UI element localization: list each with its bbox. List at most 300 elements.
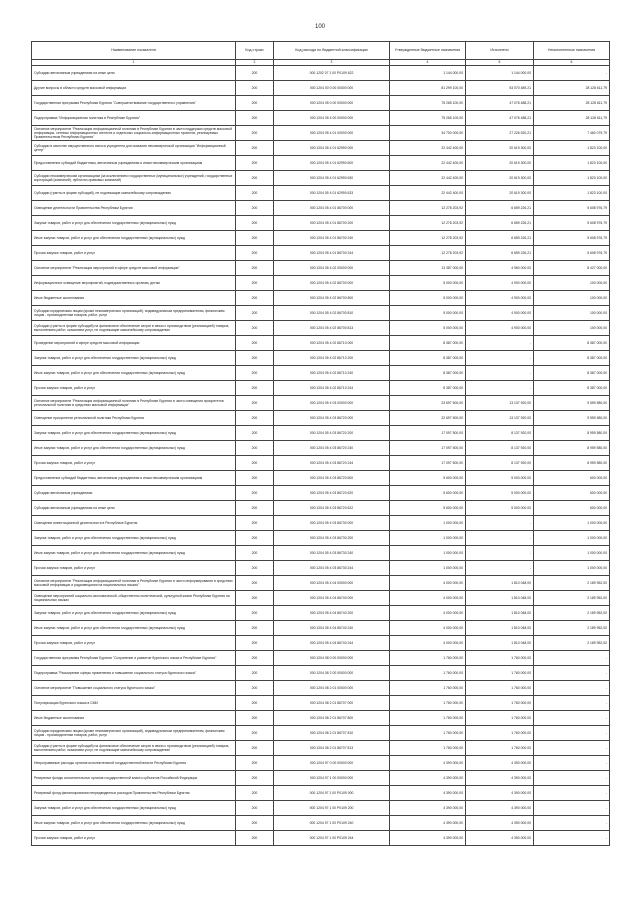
row-code-cell: 200 xyxy=(236,546,274,561)
header-remaining: Неисполненные назначения xyxy=(534,42,610,60)
row-code-cell: 200 xyxy=(236,441,274,456)
row-executed-cell: 53 070 489,21 xyxy=(466,81,534,96)
row-name-cell: Государственная программа Республики Бурятия "Сохранение и развитие бурятского языка в Республике Бурятия" xyxy=(32,651,236,666)
row-remaining-cell: - xyxy=(534,681,610,696)
row-name-cell: Закупка товаров, работ и услуг для обеспечения государственных (муниципальных) нужд xyxy=(32,351,236,366)
table-row xyxy=(32,801,610,816)
row-code-cell: 200 xyxy=(236,831,274,846)
row-remaining-cell: 1 823 100,00 xyxy=(534,156,610,171)
row-remaining-cell: 100 000,00 xyxy=(534,321,610,336)
row-classification-cell: 000 1204 05 4 02 86710 000 xyxy=(274,336,390,351)
row-remaining-cell: 8 427 000,00 xyxy=(534,261,610,276)
row-classification-cell: 000 1204 05 4 01 62990 000 xyxy=(274,141,390,156)
row-executed-cell: 27 226 520,21 xyxy=(466,126,534,141)
row-code-cell: 200 xyxy=(236,291,274,306)
row-classification-cell: 000 1204 05 4 03 86730 244 xyxy=(274,561,390,576)
row-code-cell: 200 xyxy=(236,201,274,216)
row-name-cell: Субсидии юридическим лицам (кроме некоммерческих организаций), индивидуальным предпринимателям, физическим лицам - производителям товаров, работ, услуг xyxy=(32,306,236,321)
row-approved-cell: 4 390 000,00 xyxy=(390,816,466,831)
row-classification-cell: 000 1204 08 2 00 00000 000 xyxy=(274,666,390,681)
table-row xyxy=(32,726,610,741)
table-header-row xyxy=(32,42,610,60)
row-code-cell: 200 xyxy=(236,756,274,771)
row-code-cell: 200 xyxy=(236,216,274,231)
row-classification-cell: 000 1204 05 4 04 86740 200 xyxy=(274,606,390,621)
row-name-cell: Субсидии в качестве имущественного взноса учредителя для оказания некоммерческой организации "Информационный центр" xyxy=(32,141,236,156)
header-approved: Утвержденные бюджетные назначения xyxy=(390,42,466,60)
row-name-cell: Субсидии некоммерческим организациям (за исключением государственных (муниципальных) учреждений, государственных корпораций (компаний), публично-правовых компаний) xyxy=(32,171,236,186)
row-approved-cell: 22 442 400,00 xyxy=(390,186,466,201)
row-name-cell: Субсидии юридическим лицам (кроме некоммерческих организаций), индивидуальным предпринимателям, физическим лицам - производителям товаров, работ, услуг xyxy=(32,726,236,741)
table-row xyxy=(32,816,610,831)
row-classification-cell: 000 1204 05 4 03 86720 000 xyxy=(274,411,390,426)
row-approved-cell: 4 000 000,00 xyxy=(390,621,466,636)
row-executed-cell: 1 810 048,00 xyxy=(466,591,534,606)
row-approved-cell: 4 390 000,00 xyxy=(390,801,466,816)
table-row xyxy=(32,126,610,141)
row-executed-cell: 4 390 000,00 xyxy=(466,756,534,771)
row-code-cell: 200 xyxy=(236,666,274,681)
row-classification-cell: 000 1204 05 4 02 00000 000 xyxy=(274,261,390,276)
row-approved-cell: 1 000 000,00 xyxy=(390,531,466,546)
row-executed-cell: - xyxy=(466,561,534,576)
row-approved-cell: 5 000 000,00 xyxy=(390,306,466,321)
row-code-cell: 200 xyxy=(236,81,274,96)
row-classification-cell: 000 1204 05 4 03 00000 000 xyxy=(274,396,390,411)
table-body xyxy=(32,66,610,846)
row-executed-cell: 6 659 226,21 xyxy=(466,246,534,261)
column-number: 3 xyxy=(274,60,390,66)
row-classification-cell: 000 1204 05 4 01 86700 244 xyxy=(274,246,390,261)
row-remaining-cell: - xyxy=(534,711,610,726)
row-approved-cell: 5 000 000,00 xyxy=(390,276,466,291)
table-row xyxy=(32,711,610,726)
row-name-cell: Субсидии автономным учреждениям xyxy=(32,486,236,501)
row-classification-cell: 000 1204 05 4 01 62990 600 xyxy=(274,156,390,171)
row-approved-cell: 8 387 000,00 xyxy=(390,351,466,366)
row-approved-cell: 5 600 000,00 xyxy=(390,486,466,501)
row-remaining-cell: 8 387 000,00 xyxy=(534,351,610,366)
row-remaining-cell: 8 959 580,00 xyxy=(534,441,610,456)
row-classification-cell: 000 1204 08 2 01 86707 800 xyxy=(274,711,390,726)
header-line-code: Код строки xyxy=(236,42,274,60)
row-remaining-cell: 5 608 976,79 xyxy=(534,231,610,246)
row-approved-cell: 1 760 000,00 xyxy=(390,741,466,756)
row-remaining-cell: 600 000,00 xyxy=(534,486,610,501)
row-code-cell: 200 xyxy=(236,66,274,81)
row-code-cell: 200 xyxy=(236,681,274,696)
column-number: 4 xyxy=(390,60,466,66)
row-remaining-cell: - xyxy=(534,831,610,846)
table-row xyxy=(32,201,610,216)
row-approved-cell: 4 000 000,00 xyxy=(390,606,466,621)
row-approved-cell: 4 390 000,00 xyxy=(390,786,466,801)
row-code-cell: 200 xyxy=(236,741,274,756)
row-approved-cell: 22 697 500,00 xyxy=(390,411,466,426)
row-remaining-cell: 5 608 976,79 xyxy=(534,216,610,231)
row-executed-cell: 8 137 920,00 xyxy=(466,456,534,471)
row-name-cell: Резервный фонд финансирования непредвиденных расходов Правительства Республики Бурятия xyxy=(32,786,236,801)
row-classification-cell: 000 1204 05 4 04 86740 244 xyxy=(274,636,390,651)
row-remaining-cell: 28 128 611,79 xyxy=(534,81,610,96)
row-code-cell: 200 xyxy=(236,486,274,501)
row-executed-cell: 47 076 488,21 xyxy=(466,111,534,126)
row-remaining-cell: 1 823 100,00 xyxy=(534,171,610,186)
row-executed-cell: - xyxy=(466,351,534,366)
row-remaining-cell: 8 387 000,00 xyxy=(534,366,610,381)
row-name-cell: Субсидии автономным учреждениям на иные цели xyxy=(32,66,236,81)
row-classification-cell: 000 1204 08 2 01 86707 813 xyxy=(274,741,390,756)
row-approved-cell: 1 144 000,00 xyxy=(390,66,466,81)
table-row xyxy=(32,141,610,156)
row-code-cell: 200 xyxy=(236,471,274,486)
row-code-cell: 200 xyxy=(236,366,274,381)
row-classification-cell: 000 1204 05 4 02 86700 813 xyxy=(274,321,390,336)
row-name-cell: Прочая закупка товаров, работ и услуг xyxy=(32,831,236,846)
row-approved-cell: 22 442 400,00 xyxy=(390,156,466,171)
row-executed-cell: 20 619 300,00 xyxy=(466,156,534,171)
column-number: 6 xyxy=(534,60,610,66)
row-code-cell: 200 xyxy=(236,336,274,351)
row-name-cell: Закупка товаров, работ и услуг для обеспечения государственных (муниципальных) нужд xyxy=(32,801,236,816)
row-executed-cell: - xyxy=(466,366,534,381)
row-classification-cell: 000 1204 97 1 00 P0109 200 xyxy=(274,801,390,816)
row-code-cell: 200 xyxy=(236,726,274,741)
row-remaining-cell: - xyxy=(534,756,610,771)
row-remaining-cell: 600 000,00 xyxy=(534,501,610,516)
row-remaining-cell: - xyxy=(534,696,610,711)
row-code-cell: 200 xyxy=(236,531,274,546)
row-executed-cell: 13 137 920,00 xyxy=(466,411,534,426)
row-name-cell: Иные закупки товаров, работ и услуг для обеспечения государственных (муниципальных) нужд xyxy=(32,621,236,636)
row-approved-cell: 4 390 000,00 xyxy=(390,771,466,786)
row-classification-cell: 000 1204 05 4 03 86720 244 xyxy=(274,456,390,471)
table-row xyxy=(32,396,610,411)
row-remaining-cell: 2 189 952,00 xyxy=(534,621,610,636)
row-approved-cell: 1 760 000,00 xyxy=(390,696,466,711)
row-name-cell: Иные закупки товаров, работ и услуг для обеспечения государственных (муниципальных) нужд xyxy=(32,816,236,831)
row-approved-cell: 17 097 500,00 xyxy=(390,441,466,456)
row-executed-cell: - xyxy=(466,546,534,561)
table-row xyxy=(32,216,610,231)
row-code-cell: 200 xyxy=(236,231,274,246)
column-number: 5 xyxy=(466,60,534,66)
row-name-cell: Основное мероприятие "Реализация информационной политики в Республике Бурятия в части информирования в средствах массовой информации и радиовещания на национальных языках" xyxy=(32,576,236,591)
row-classification-cell: 000 1202 07 1 00 P0109 622 xyxy=(274,66,390,81)
row-classification-cell: 000 1204 05 4 01 86700 200 xyxy=(274,216,390,231)
row-executed-cell: 5 000 000,00 xyxy=(466,471,534,486)
row-classification-cell: 000 1204 05 4 00 00000 000 xyxy=(274,111,390,126)
row-remaining-cell: 100 000,00 xyxy=(534,291,610,306)
table-row xyxy=(32,546,610,561)
row-classification-cell: 000 1204 05 4 01 86700 240 xyxy=(274,231,390,246)
row-remaining-cell: 7 460 079,79 xyxy=(534,126,610,141)
row-code-cell: 200 xyxy=(236,816,274,831)
row-code-cell: 200 xyxy=(236,156,274,171)
table-row xyxy=(32,531,610,546)
table-row xyxy=(32,186,610,201)
row-executed-cell: 1 810 048,00 xyxy=(466,621,534,636)
row-name-cell: Основное мероприятие "Реализация информационной политики в Республике Бурятия в части поддержки средств массовой информации, сетевых информационных агентств и отдельных социально-информационных проектов, реализуемых Правительством Республики Бурятия" xyxy=(32,126,236,141)
table-row xyxy=(32,621,610,636)
table-row xyxy=(32,306,610,321)
row-classification-cell: 000 1204 05 4 01 00000 000 xyxy=(274,126,390,141)
row-remaining-cell: 1 000 000,00 xyxy=(534,546,610,561)
row-code-cell: 200 xyxy=(236,591,274,606)
row-executed-cell: 4 900 000,00 xyxy=(466,291,534,306)
row-name-cell: Субсидии автономным учреждениям на иные цели xyxy=(32,501,236,516)
row-name-cell: Прочая закупка товаров, работ и услуг xyxy=(32,381,236,396)
row-remaining-cell: 100 000,00 xyxy=(534,276,610,291)
row-executed-cell: 1 760 000,00 xyxy=(466,681,534,696)
row-code-cell: 200 xyxy=(236,576,274,591)
row-name-cell: Субсидии (гранты в форме субсидий) на финансовое обеспечение затрат в связи с производством (реализацией) товаров, выполнением работ, оказанием услуг, не подлежащие казначейскому сопровождению xyxy=(32,741,236,756)
row-classification-cell: 000 1204 05 4 03 86720 600 xyxy=(274,471,390,486)
row-remaining-cell: - xyxy=(534,666,610,681)
row-code-cell: 200 xyxy=(236,636,274,651)
row-name-cell: Информационное освещение мероприятий, подведомственных органам, детям xyxy=(32,276,236,291)
row-remaining-cell: 2 189 952,00 xyxy=(534,576,610,591)
row-remaining-cell: - xyxy=(534,651,610,666)
row-code-cell: 200 xyxy=(236,351,274,366)
table-row xyxy=(32,681,610,696)
row-name-cell: Освещение инвестиционной деятельности в Республике Бурятия xyxy=(32,516,236,531)
row-remaining-cell: 5 608 976,79 xyxy=(534,246,610,261)
row-name-cell: Подпрограмма "Информационная политика в Республике Бурятия" xyxy=(32,111,236,126)
table-row xyxy=(32,456,610,471)
table-row xyxy=(32,471,610,486)
row-name-cell: Прочая закупка товаров, работ и услуг xyxy=(32,246,236,261)
row-approved-cell: 8 387 000,00 xyxy=(390,381,466,396)
row-approved-cell: 12 278 203,92 xyxy=(390,231,466,246)
row-executed-cell: - xyxy=(466,381,534,396)
row-name-cell: Освещение приоритетов региональной политики Республики Бурятия xyxy=(32,411,236,426)
row-executed-cell: 20 619 300,00 xyxy=(466,171,534,186)
row-classification-cell: 000 1204 05 4 02 86710 200 xyxy=(274,351,390,366)
row-approved-cell: 5 000 000,00 xyxy=(390,321,466,336)
row-executed-cell: 4 900 000,00 xyxy=(466,276,534,291)
table-row xyxy=(32,636,610,651)
table-row xyxy=(32,66,610,81)
row-approved-cell: 8 387 000,00 xyxy=(390,366,466,381)
row-approved-cell: 81 299 100,00 xyxy=(390,81,466,96)
table-row xyxy=(32,741,610,756)
row-approved-cell: 4 390 000,00 xyxy=(390,831,466,846)
row-name-cell: Освещение мероприятий социально-экономической, общественно-политической, культурной жизни Республики Бурятия на национальных языках xyxy=(32,591,236,606)
row-approved-cell: 75 265 100,00 xyxy=(390,111,466,126)
row-executed-cell: 1 760 000,00 xyxy=(466,711,534,726)
table-row xyxy=(32,576,610,591)
row-name-cell: Популяризация бурятского языка в СМИ xyxy=(32,696,236,711)
row-classification-cell: 000 1204 05 4 02 86710 240 xyxy=(274,366,390,381)
row-approved-cell: 1 760 000,00 xyxy=(390,666,466,681)
row-classification-cell: 000 1204 00 0 00 00000 000 xyxy=(274,81,390,96)
row-approved-cell: 5 600 000,00 xyxy=(390,471,466,486)
row-remaining-cell: 28 128 611,79 xyxy=(534,96,610,111)
row-remaining-cell: 8 387 000,00 xyxy=(534,381,610,396)
row-code-cell: 200 xyxy=(236,711,274,726)
row-remaining-cell: 2 189 952,00 xyxy=(534,606,610,621)
row-classification-cell: 000 1204 97 1 00 P0109 000 xyxy=(274,786,390,801)
row-classification-cell: 000 1204 05 4 02 86700 000 xyxy=(274,276,390,291)
table-row xyxy=(32,501,610,516)
row-classification-cell: 000 1204 05 4 02 86700 810 xyxy=(274,306,390,321)
table-row xyxy=(32,321,610,336)
row-approved-cell: 75 265 100,00 xyxy=(390,96,466,111)
row-name-cell: Закупка товаров, работ и услуг для обеспечения государственных (муниципальных) нужд xyxy=(32,216,236,231)
row-remaining-cell: - xyxy=(534,726,610,741)
row-name-cell: Закупка товаров, работ и услуг для обеспечения государственных (муниципальных) нужд xyxy=(32,606,236,621)
row-classification-cell: 000 1204 05 4 04 86740 240 xyxy=(274,621,390,636)
table-row xyxy=(32,561,610,576)
table-row xyxy=(32,171,610,186)
row-classification-cell: 000 1204 05 4 03 86720 200 xyxy=(274,426,390,441)
row-name-cell: Другие вопросы в области средств массовой информации xyxy=(32,81,236,96)
row-name-cell: Закупка товаров, работ и услуг для обеспечения государственных (муниципальных) нужд xyxy=(32,426,236,441)
row-code-cell: 200 xyxy=(236,696,274,711)
row-remaining-cell: 600 000,00 xyxy=(534,471,610,486)
row-executed-cell: 6 659 226,21 xyxy=(466,201,534,216)
row-executed-cell: 1 810 048,00 xyxy=(466,576,534,591)
row-code-cell: 200 xyxy=(236,651,274,666)
row-code-cell: 200 xyxy=(236,771,274,786)
row-executed-cell: 20 619 300,00 xyxy=(466,141,534,156)
row-name-cell: Прочая закупка товаров, работ и услуг xyxy=(32,456,236,471)
header-budget-classification: Код расхода по бюджетной классификации xyxy=(274,42,390,60)
row-approved-cell: 17 097 500,00 xyxy=(390,456,466,471)
row-name-cell: Основное мероприятие "Повышение социального статуса бурятского языка" xyxy=(32,681,236,696)
header-executed: Исполнено xyxy=(466,42,534,60)
row-name-cell: Субсидии (гранты в форме субсидий) на финансовое обеспечение затрат в связи с производством (реализацией) товаров, выполнением работ, оказанием услуг, не подлежащие казначейскому сопровождению xyxy=(32,321,236,336)
row-name-cell: Прочая закупка товаров, работ и услуг xyxy=(32,636,236,651)
table-row xyxy=(32,291,610,306)
row-approved-cell: 22 442 400,00 xyxy=(390,171,466,186)
row-classification-cell: 000 1204 97 1 00 P0109 244 xyxy=(274,831,390,846)
table-row xyxy=(32,831,610,846)
row-executed-cell: 4 900 000,00 xyxy=(466,306,534,321)
row-classification-cell: 000 1204 05 4 02 86710 244 xyxy=(274,381,390,396)
row-remaining-cell: - xyxy=(534,786,610,801)
row-code-cell: 200 xyxy=(236,186,274,201)
row-remaining-cell: 2 189 952,00 xyxy=(534,591,610,606)
row-remaining-cell: - xyxy=(534,741,610,756)
row-classification-cell: 000 1204 05 4 03 86720 622 xyxy=(274,501,390,516)
table-row xyxy=(32,351,610,366)
row-code-cell: 200 xyxy=(236,111,274,126)
column-number: 2 xyxy=(236,60,274,66)
table-row xyxy=(32,261,610,276)
row-remaining-cell: - xyxy=(534,66,610,81)
row-classification-cell: 000 1204 05 4 01 86700 000 xyxy=(274,201,390,216)
row-classification-cell: 000 1204 05 4 01 62990 630 xyxy=(274,171,390,186)
row-approved-cell: 34 700 000,00 xyxy=(390,126,466,141)
row-code-cell: 200 xyxy=(236,321,274,336)
page-number: 100 xyxy=(314,24,325,30)
row-classification-cell: 000 1204 97 0 00 00000 000 xyxy=(274,756,390,771)
table-row xyxy=(32,591,610,606)
row-approved-cell: 12 278 203,92 xyxy=(390,246,466,261)
row-code-cell: 200 xyxy=(236,456,274,471)
row-code-cell: 200 xyxy=(236,621,274,636)
row-name-cell: Иные бюджетные ассигнования xyxy=(32,291,236,306)
row-remaining-cell: 1 000 000,00 xyxy=(534,531,610,546)
row-executed-cell: 1 760 000,00 xyxy=(466,726,534,741)
row-classification-cell: 000 1204 97 1 00 00000 000 xyxy=(274,771,390,786)
row-code-cell: 200 xyxy=(236,306,274,321)
row-approved-cell: 1 000 000,00 xyxy=(390,516,466,531)
table-row xyxy=(32,441,610,456)
row-executed-cell: 5 000 000,00 xyxy=(466,486,534,501)
row-remaining-cell: 9 559 580,00 xyxy=(534,396,610,411)
table-row xyxy=(32,231,610,246)
row-approved-cell: 13 387 000,00 xyxy=(390,261,466,276)
table-row xyxy=(32,756,610,771)
table-row xyxy=(32,651,610,666)
row-code-cell: 200 xyxy=(236,411,274,426)
row-remaining-cell: 8 959 580,00 xyxy=(534,426,610,441)
row-remaining-cell: 1 000 000,00 xyxy=(534,561,610,576)
row-executed-cell: 1 760 000,00 xyxy=(466,696,534,711)
row-executed-cell: 1 760 000,00 xyxy=(466,741,534,756)
row-code-cell: 200 xyxy=(236,426,274,441)
table-row xyxy=(32,381,610,396)
table-row xyxy=(32,786,610,801)
row-executed-cell: 13 137 920,00 xyxy=(466,396,534,411)
row-classification-cell: 000 1204 05 4 03 86730 000 xyxy=(274,516,390,531)
row-classification-cell: 000 1204 97 1 00 P0109 240 xyxy=(274,816,390,831)
row-remaining-cell: - xyxy=(534,816,610,831)
row-code-cell: 200 xyxy=(236,801,274,816)
row-approved-cell: 4 000 000,00 xyxy=(390,636,466,651)
table-row xyxy=(32,426,610,441)
row-remaining-cell: - xyxy=(534,771,610,786)
table-row xyxy=(32,246,610,261)
row-executed-cell: 1 760 000,00 xyxy=(466,666,534,681)
row-name-cell: Предоставление субсидий бюджетным, автономным учреждениям и иным некоммерческим организациям xyxy=(32,471,236,486)
row-approved-cell: 5 000 000,00 xyxy=(390,291,466,306)
row-classification-cell: 000 1204 08 2 01 00000 000 xyxy=(274,681,390,696)
row-name-cell: Закупка товаров, работ и услуг для обеспечения государственных (муниципальных) нужд xyxy=(32,531,236,546)
row-remaining-cell: 100 000,00 xyxy=(534,306,610,321)
row-executed-cell: 4 390 000,00 xyxy=(466,771,534,786)
row-name-cell: Иные закупки товаров, работ и услуг для обеспечения государственных (муниципальных) нужд xyxy=(32,546,236,561)
row-code-cell: 200 xyxy=(236,246,274,261)
row-executed-cell: 6 659 226,21 xyxy=(466,216,534,231)
row-approved-cell: 4 000 000,00 xyxy=(390,591,466,606)
row-approved-cell: 5 600 000,00 xyxy=(390,501,466,516)
row-name-cell: Непрограммные расходы органов исполнительной государственной власти Республики Бурятия xyxy=(32,756,236,771)
row-classification-cell: 000 1204 08 2 01 86707 810 xyxy=(274,726,390,741)
row-code-cell: 200 xyxy=(236,381,274,396)
row-classification-cell: 000 1204 05 4 01 62990 633 xyxy=(274,186,390,201)
row-code-cell: 200 xyxy=(236,126,274,141)
row-name-cell: Прочая закупка товаров, работ и услуг xyxy=(32,561,236,576)
row-approved-cell: 1 760 000,00 xyxy=(390,711,466,726)
row-executed-cell: 1 810 048,00 xyxy=(466,636,534,651)
row-code-cell: 200 xyxy=(236,396,274,411)
row-classification-cell: 000 1204 05 4 03 86730 240 xyxy=(274,546,390,561)
budget-execution-table xyxy=(31,41,610,846)
table-row xyxy=(32,111,610,126)
row-executed-cell: 5 000 000,00 xyxy=(466,501,534,516)
table-row xyxy=(32,411,610,426)
row-name-cell: Проведение мероприятий в сфере средств массовой информации xyxy=(32,336,236,351)
row-approved-cell: 12 278 203,92 xyxy=(390,201,466,216)
row-code-cell: 200 xyxy=(236,141,274,156)
row-executed-cell: 4 900 000,00 xyxy=(466,321,534,336)
row-name-cell: Основное мероприятие "Реализация информационной политики в Республике Бурятия в части освещения приоритетов региональной политики в средствах массовой информации" xyxy=(32,396,236,411)
row-remaining-cell: 8 959 580,00 xyxy=(534,456,610,471)
